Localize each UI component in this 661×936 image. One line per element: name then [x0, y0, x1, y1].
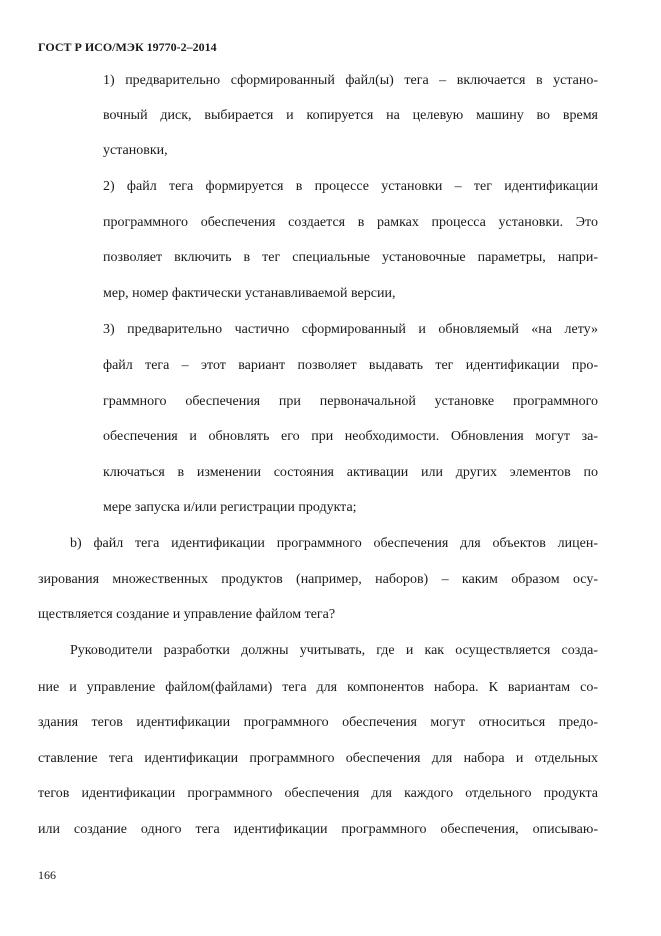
text-line: 2) файл тега формируется в процессе установки – тег идентификации — [103, 179, 598, 194]
text-line: 1) предварительно сформированный файл(ы) тега – включается в устано- — [103, 73, 598, 88]
text-line: обеспечения и обновлять его при необходимости. Обновления могут за- — [103, 429, 598, 444]
text-line: 3) предварительно частично сформированный и обновляемый «на лету» — [103, 322, 598, 337]
text-line: мер, номер фактически устанавливаемой версии, — [103, 286, 396, 301]
text-line: или создание одного тега идентификации программного обеспечения, описываю- — [38, 822, 598, 837]
document-header: ГОСТ Р ИСО/МЭК 19770-2–2014 — [38, 40, 217, 54]
text-line: граммного обеспечения при первоначальной установке программного — [103, 394, 598, 409]
text-line: мере запуска и/или регистрации продукта; — [103, 500, 357, 515]
text-line: b) файл тега идентификации программного обеспечения для объектов лицен- — [70, 536, 598, 551]
text-line: Руководители разработки должны учитывать, где и как осуществляется созда- — [70, 643, 598, 658]
text-line: вочный диск, выбирается и копируется на целевую машину во время — [103, 108, 598, 123]
text-line: ние и управление файлом(файлами) тега для компонентов набора. К вариантам со- — [38, 680, 598, 695]
text-line: установки, — [103, 143, 168, 158]
text-line: здания тегов идентификации программного обеспечения могут относиться предо- — [38, 715, 598, 730]
text-line: ставление тега идентификации программного обеспечения для набора и отдельных — [38, 751, 598, 766]
text-line: ществляется создание и управление файлом тега? — [38, 607, 336, 622]
text-line: файл тега – этот вариант позволяет выдавать тег идентификации про- — [103, 358, 598, 373]
text-line: ключаться в изменении состояния активации или других элементов по — [103, 465, 598, 480]
text-line: программного обеспечения создается в рамках процесса установки. Это — [103, 215, 598, 230]
text-line: тегов идентификации программного обеспечения для каждого отдельного продукта — [38, 786, 598, 801]
text-line: зирования множественных продуктов (например, наборов) – каким образом осу- — [38, 572, 598, 587]
text-line: позволяет включить в тег специальные установочные параметры, напри- — [103, 250, 598, 265]
page-number: 166 — [38, 868, 56, 882]
